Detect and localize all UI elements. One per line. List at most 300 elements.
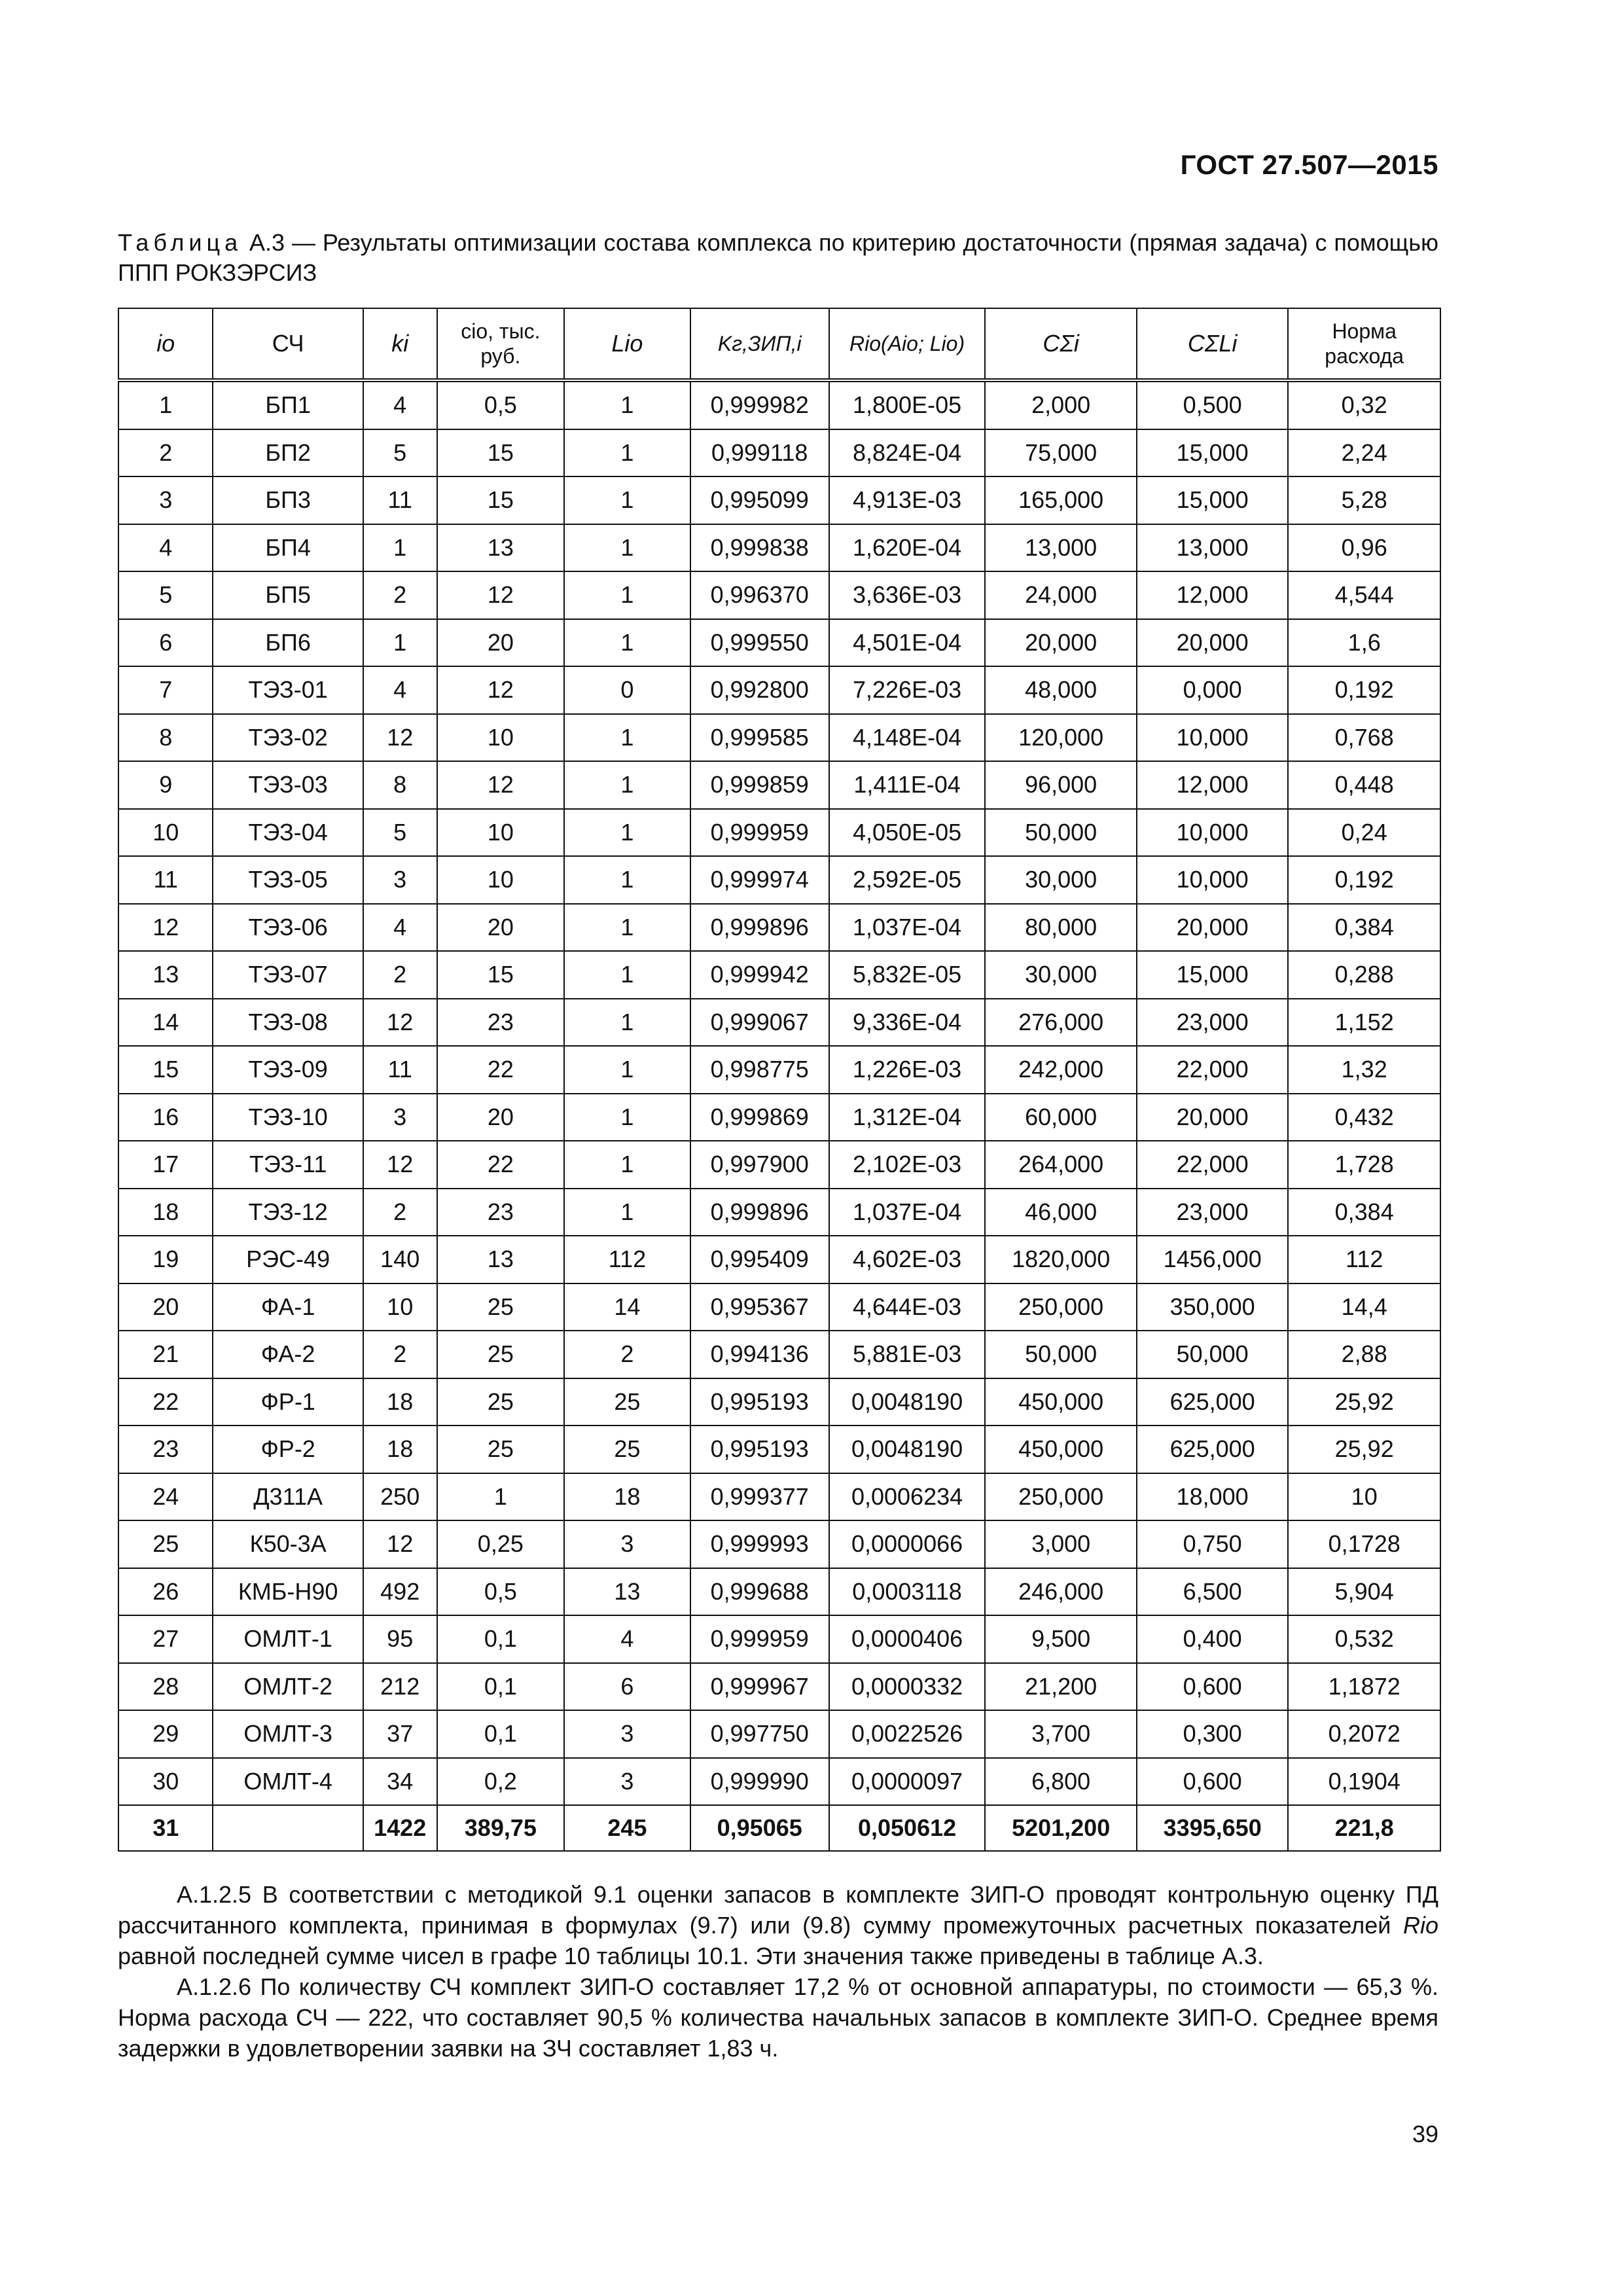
cell-ki: 12	[363, 714, 437, 762]
table-row	[118, 856, 1440, 904]
cell-csum: 9,500	[985, 1615, 1137, 1663]
cell-csum: 60,000	[985, 1094, 1137, 1141]
cell-csum: 1820,000	[985, 1236, 1137, 1283]
cell-csum: 24,000	[985, 571, 1137, 619]
document-id: ГОСТ 27.507—2015	[1180, 149, 1438, 180]
cell-sch: ТЭЗ-02	[213, 714, 363, 762]
cell-cio: 12	[437, 666, 565, 714]
cell-norm: 10	[1288, 1473, 1440, 1521]
table-row	[118, 1568, 1440, 1616]
cell-cio: 0,5	[437, 380, 565, 429]
cell-ki: 1	[363, 524, 437, 572]
cell-csum: 96,000	[985, 761, 1137, 809]
cell-csuml: 50,000	[1137, 1331, 1289, 1378]
cell-rio: 4,602E-03	[829, 1236, 986, 1283]
paragraph-a125-part2: равной последней сумме чисел в графе 10 таблицы 10.1. Эти значения также приведены в таблице А.3.	[118, 1943, 1264, 1969]
cell-rio: 3,636E-03	[829, 571, 986, 619]
cell-norm: 2,88	[1288, 1331, 1440, 1378]
cell-cio: 0,1	[437, 1663, 565, 1711]
cell-kg: 0,997900	[690, 1141, 829, 1189]
cell-lio: 3	[564, 1758, 690, 1806]
cell-norm: 0,288	[1288, 951, 1440, 999]
cell-ki: 12	[363, 999, 437, 1047]
cell-ki: 492	[363, 1568, 437, 1616]
cell-ki: 212	[363, 1663, 437, 1711]
table-row	[118, 1283, 1440, 1331]
cell-sch: БП3	[213, 476, 363, 524]
table-row	[118, 666, 1440, 714]
cell-lio: 1	[564, 380, 690, 429]
cell-lio: 1	[564, 999, 690, 1047]
total-cell-norm: 221,8	[1288, 1805, 1440, 1851]
cell-csum: 276,000	[985, 999, 1137, 1047]
cell-cio: 15	[437, 951, 565, 999]
cell-kg: 0,997750	[690, 1710, 829, 1758]
cell-ki: 10	[363, 1283, 437, 1331]
cell-cio: 23	[437, 1189, 565, 1236]
table-row	[118, 571, 1440, 619]
cell-ki: 95	[363, 1615, 437, 1663]
cell-cio: 22	[437, 1046, 565, 1094]
cell-rio: 1,620E-04	[829, 524, 986, 572]
cell-cio: 23	[437, 999, 565, 1047]
cell-norm: 1,6	[1288, 619, 1440, 667]
cell-lio: 1	[564, 809, 690, 857]
cell-norm: 0,96	[1288, 524, 1440, 572]
cell-lio: 14	[564, 1283, 690, 1331]
cell-norm: 4,544	[1288, 571, 1440, 619]
cell-io: 30	[118, 1758, 213, 1806]
header-cio: cio, тыс. руб.	[437, 308, 565, 380]
cell-kg: 0,999967	[690, 1663, 829, 1711]
cell-io: 15	[118, 1046, 213, 1094]
cell-lio: 1	[564, 714, 690, 762]
table-row	[118, 1236, 1440, 1283]
cell-lio: 1	[564, 619, 690, 667]
cell-rio: 0,0000406	[829, 1615, 986, 1663]
cell-kg: 0,999869	[690, 1094, 829, 1141]
cell-kg: 0,999688	[690, 1568, 829, 1616]
total-cell-ki: 1422	[363, 1805, 437, 1851]
cell-cio: 25	[437, 1331, 565, 1378]
cell-csum: 250,000	[985, 1473, 1137, 1521]
cell-norm: 1,1872	[1288, 1663, 1440, 1711]
cell-csuml: 12,000	[1137, 571, 1289, 619]
cell-sch: ОМЛТ-1	[213, 1615, 363, 1663]
cell-io: 16	[118, 1094, 213, 1141]
cell-csum: 6,800	[985, 1758, 1137, 1806]
table-row	[118, 1473, 1440, 1521]
cell-io: 14	[118, 999, 213, 1047]
symbol-Rio: Rio	[1402, 1912, 1438, 1939]
cell-lio: 25	[564, 1426, 690, 1473]
cell-ki: 3	[363, 1094, 437, 1141]
cell-norm: 1,152	[1288, 999, 1440, 1047]
cell-sch: ТЭЗ-11	[213, 1141, 363, 1189]
cell-cio: 10	[437, 856, 565, 904]
cell-rio: 1,312E-04	[829, 1094, 986, 1141]
cell-lio: 1	[564, 856, 690, 904]
table-row	[118, 809, 1440, 857]
cell-norm: 0,384	[1288, 1189, 1440, 1236]
cell-io: 26	[118, 1568, 213, 1616]
cell-norm: 1,728	[1288, 1141, 1440, 1189]
cell-rio: 0,0048190	[829, 1378, 986, 1426]
cell-sch: ФА-1	[213, 1283, 363, 1331]
table-row	[118, 1426, 1440, 1473]
cell-sch: ОМЛТ-3	[213, 1710, 363, 1758]
cell-norm: 0,2072	[1288, 1710, 1440, 1758]
cell-csuml: 18,000	[1137, 1473, 1289, 1521]
cell-lio: 1	[564, 476, 690, 524]
cell-csum: 75,000	[985, 429, 1137, 477]
table-row	[118, 1758, 1440, 1806]
cell-rio: 1,037E-04	[829, 1189, 986, 1236]
header-Kg: Kг,ЗИП,i	[690, 308, 829, 380]
cell-lio: 3	[564, 1710, 690, 1758]
table-row	[118, 1520, 1440, 1568]
cell-csuml: 15,000	[1137, 429, 1289, 477]
table-row	[118, 1663, 1440, 1711]
cell-csum: 48,000	[985, 666, 1137, 714]
cell-kg: 0,999982	[690, 380, 829, 429]
cell-cio: 20	[437, 904, 565, 952]
cell-cio: 0,5	[437, 1568, 565, 1616]
cell-sch: ТЭЗ-08	[213, 999, 363, 1047]
cell-ki: 2	[363, 1331, 437, 1378]
cell-csum: 50,000	[985, 809, 1137, 857]
cell-sch: ТЭЗ-07	[213, 951, 363, 999]
table-row	[118, 904, 1440, 952]
cell-ki: 2	[363, 1189, 437, 1236]
cell-cio: 13	[437, 524, 565, 572]
cell-lio: 1	[564, 1189, 690, 1236]
header-Lio: Lio	[564, 308, 690, 380]
cell-io: 22	[118, 1378, 213, 1426]
paragraph-a126: А.1.2.6 По количеству СЧ комплект ЗИП-О составляет 17,2 % от основной аппаратуры, по стоимости — 65,3 %. Норма расхода СЧ — 222, что составляет 90,5 % количества начальных запасов в комплекте ЗИП-О. Среднее время задержки в удовлетворении заявки на ЗЧ составляет 1,83 ч.	[118, 1973, 1438, 2062]
cell-ki: 5	[363, 429, 437, 477]
cell-rio: 5,832E-05	[829, 951, 986, 999]
cell-kg: 0,992800	[690, 666, 829, 714]
cell-norm: 0,1904	[1288, 1758, 1440, 1806]
paragraph-a125-part1: А.1.2.5 В соответствии с методикой 9.1 оценки запасов в комплекте ЗИП-О проводят контрольную оценку ПД рассчитанного комплекта, принимая в формулах (9.7) или (9.8) сумму промежуточных расчетных показателей	[118, 1881, 1438, 1939]
cell-norm: 0,32	[1288, 380, 1440, 429]
cell-kg: 0,998775	[690, 1046, 829, 1094]
cell-cio: 25	[437, 1378, 565, 1426]
cell-io: 25	[118, 1520, 213, 1568]
cell-norm: 14,4	[1288, 1283, 1440, 1331]
cell-rio: 4,501E-04	[829, 619, 986, 667]
cell-csum: 264,000	[985, 1141, 1137, 1189]
cell-csuml: 625,000	[1137, 1426, 1289, 1473]
cell-rio: 7,226E-03	[829, 666, 986, 714]
cell-sch: БП1	[213, 380, 363, 429]
cell-kg: 0,995367	[690, 1283, 829, 1331]
cell-io: 3	[118, 476, 213, 524]
cell-lio: 2	[564, 1331, 690, 1378]
cell-csum: 242,000	[985, 1046, 1137, 1094]
cell-csuml: 10,000	[1137, 714, 1289, 762]
cell-io: 27	[118, 1615, 213, 1663]
cell-csuml: 23,000	[1137, 999, 1289, 1047]
cell-sch: РЭС-49	[213, 1236, 363, 1283]
cell-io: 21	[118, 1331, 213, 1378]
cell-rio: 0,0022526	[829, 1710, 986, 1758]
cell-kg: 0,999990	[690, 1758, 829, 1806]
table-row	[118, 1615, 1440, 1663]
cell-rio: 0,0000332	[829, 1663, 986, 1711]
cell-ki: 3	[363, 856, 437, 904]
cell-norm: 112	[1288, 1236, 1440, 1283]
cell-rio: 2,102E-03	[829, 1141, 986, 1189]
total-cell-lio: 245	[564, 1805, 690, 1851]
cell-norm: 0,768	[1288, 714, 1440, 762]
cell-sch: ТЭЗ-04	[213, 809, 363, 857]
cell-cio: 20	[437, 1094, 565, 1141]
cell-csum: 3,000	[985, 1520, 1137, 1568]
cell-lio: 1	[564, 524, 690, 572]
cell-sch: К50-3А	[213, 1520, 363, 1568]
cell-lio: 0	[564, 666, 690, 714]
cell-rio: 2,592E-05	[829, 856, 986, 904]
table-row	[118, 1189, 1440, 1236]
cell-lio: 3	[564, 1520, 690, 1568]
cell-sch: ТЭЗ-05	[213, 856, 363, 904]
cell-ki: 4	[363, 380, 437, 429]
cell-rio: 8,824E-04	[829, 429, 986, 477]
cell-ki: 4	[363, 666, 437, 714]
cell-sch: БП6	[213, 619, 363, 667]
cell-kg: 0,999067	[690, 999, 829, 1047]
table-row	[118, 1331, 1440, 1378]
total-cell-io: 31	[118, 1805, 213, 1851]
cell-sch: ОМЛТ-2	[213, 1663, 363, 1711]
table-body	[118, 380, 1440, 1851]
cell-sch: ТЭЗ-09	[213, 1046, 363, 1094]
cell-norm: 0,24	[1288, 809, 1440, 857]
cell-kg: 0,999959	[690, 809, 829, 857]
cell-rio: 0,0048190	[829, 1426, 986, 1473]
cell-csuml: 0,750	[1137, 1520, 1289, 1568]
cell-cio: 10	[437, 809, 565, 857]
header-io: iо	[118, 308, 213, 380]
cell-sch: ТЭЗ-10	[213, 1094, 363, 1141]
cell-kg: 0,999974	[690, 856, 829, 904]
cell-io: 1	[118, 380, 213, 429]
header-ki: ki	[363, 308, 437, 380]
cell-lio: 25	[564, 1378, 690, 1426]
cell-kg: 0,999959	[690, 1615, 829, 1663]
header-Rio: Rio(Aio; Lio)	[829, 308, 986, 380]
cell-cio: 20	[437, 619, 565, 667]
cell-ki: 12	[363, 1141, 437, 1189]
cell-ki: 34	[363, 1758, 437, 1806]
cell-sch: ТЭЗ-03	[213, 761, 363, 809]
cell-csum: 80,000	[985, 904, 1137, 952]
cell-ki: 140	[363, 1236, 437, 1283]
cell-norm: 2,24	[1288, 429, 1440, 477]
table-total-row	[118, 1805, 1440, 1851]
cell-csum: 246,000	[985, 1568, 1137, 1616]
body-text	[118, 1879, 1438, 2064]
cell-ki: 5	[363, 809, 437, 857]
total-cell-sch	[213, 1805, 363, 1851]
cell-ki: 2	[363, 951, 437, 999]
cell-io: 6	[118, 619, 213, 667]
caption-label: Таблица	[118, 229, 243, 256]
cell-io: 23	[118, 1426, 213, 1473]
cell-csum: 46,000	[985, 1189, 1137, 1236]
cell-csuml: 12,000	[1137, 761, 1289, 809]
cell-io: 5	[118, 571, 213, 619]
cell-sch: ФР-1	[213, 1378, 363, 1426]
cell-csuml: 0,600	[1137, 1758, 1289, 1806]
cell-rio: 9,336E-04	[829, 999, 986, 1047]
cell-csuml: 20,000	[1137, 619, 1289, 667]
header-CsumL: CΣLi	[1137, 308, 1289, 380]
cell-csum: 13,000	[985, 524, 1137, 572]
cell-cio: 1	[437, 1473, 565, 1521]
cell-cio: 22	[437, 1141, 565, 1189]
cell-lio: 13	[564, 1568, 690, 1616]
cell-cio: 15	[437, 429, 565, 477]
cell-kg: 0,999550	[690, 619, 829, 667]
table-row	[118, 1378, 1440, 1426]
total-cell-csuml: 3395,650	[1137, 1805, 1289, 1851]
cell-io: 28	[118, 1663, 213, 1711]
cell-ki: 18	[363, 1426, 437, 1473]
cell-io: 29	[118, 1710, 213, 1758]
cell-io: 19	[118, 1236, 213, 1283]
cell-sch: БП5	[213, 571, 363, 619]
cell-ki: 4	[363, 904, 437, 952]
table-row	[118, 476, 1440, 524]
cell-rio: 5,881E-03	[829, 1331, 986, 1378]
cell-lio: 4	[564, 1615, 690, 1663]
cell-csuml: 15,000	[1137, 476, 1289, 524]
table-caption	[118, 228, 1438, 288]
cell-norm: 5,904	[1288, 1568, 1440, 1616]
cell-rio: 1,226E-03	[829, 1046, 986, 1094]
cell-kg: 0,999859	[690, 761, 829, 809]
cell-io: 10	[118, 809, 213, 857]
cell-sch: ТЭЗ-12	[213, 1189, 363, 1236]
cell-io: 18	[118, 1189, 213, 1236]
cell-csuml: 10,000	[1137, 856, 1289, 904]
cell-csum: 165,000	[985, 476, 1137, 524]
table-row	[118, 1046, 1440, 1094]
cell-io: 2	[118, 429, 213, 477]
cell-lio: 1	[564, 429, 690, 477]
cell-norm: 5,28	[1288, 476, 1440, 524]
cell-kg: 0,995099	[690, 476, 829, 524]
cell-kg: 0,995193	[690, 1426, 829, 1473]
cell-rio: 0,0000066	[829, 1520, 986, 1568]
cell-cio: 25	[437, 1426, 565, 1473]
cell-rio: 0,0003118	[829, 1568, 986, 1616]
total-cell-rio: 0,050612	[829, 1805, 986, 1851]
cell-ki: 8	[363, 761, 437, 809]
cell-csum: 21,200	[985, 1663, 1137, 1711]
cell-sch: ОМЛТ-4	[213, 1758, 363, 1806]
cell-sch: ТЭЗ-06	[213, 904, 363, 952]
cell-lio: 1	[564, 951, 690, 999]
cell-ki: 11	[363, 1046, 437, 1094]
table-row	[118, 1094, 1440, 1141]
header-norm: Норма расхода	[1288, 308, 1440, 380]
cell-lio: 112	[564, 1236, 690, 1283]
cell-rio: 4,148E-04	[829, 714, 986, 762]
table-row	[118, 761, 1440, 809]
cell-rio: 4,050E-05	[829, 809, 986, 857]
cell-kg: 0,994136	[690, 1331, 829, 1378]
cell-sch: ФА-2	[213, 1331, 363, 1378]
header-sch: СЧ	[213, 308, 363, 380]
page-number: 39	[1412, 2121, 1438, 2147]
cell-lio: 1	[564, 571, 690, 619]
cell-io: 4	[118, 524, 213, 572]
cell-sch: ФР-2	[213, 1426, 363, 1473]
cell-ki: 12	[363, 1520, 437, 1568]
cell-csum: 50,000	[985, 1331, 1137, 1378]
cell-lio: 1	[564, 1141, 690, 1189]
cell-io: 12	[118, 904, 213, 952]
table-row	[118, 380, 1440, 429]
cell-ki: 250	[363, 1473, 437, 1521]
cell-kg: 0,999942	[690, 951, 829, 999]
cell-norm: 0,532	[1288, 1615, 1440, 1663]
cell-norm: 0,448	[1288, 761, 1440, 809]
cell-kg: 0,999585	[690, 714, 829, 762]
cell-kg: 0,999896	[690, 904, 829, 952]
cell-norm: 0,192	[1288, 666, 1440, 714]
cell-cio: 0,2	[437, 1758, 565, 1806]
cell-lio: 1	[564, 761, 690, 809]
cell-csuml: 22,000	[1137, 1046, 1289, 1094]
cell-csum: 450,000	[985, 1426, 1137, 1473]
cell-kg: 0,996370	[690, 571, 829, 619]
table-row	[118, 429, 1440, 477]
cell-cio: 12	[437, 761, 565, 809]
cell-cio: 13	[437, 1236, 565, 1283]
cell-lio: 1	[564, 904, 690, 952]
cell-kg: 0,999993	[690, 1520, 829, 1568]
cell-csuml: 6,500	[1137, 1568, 1289, 1616]
cell-csuml: 0,300	[1137, 1710, 1289, 1758]
table-row	[118, 1141, 1440, 1189]
cell-kg: 0,995409	[690, 1236, 829, 1283]
cell-csum: 120,000	[985, 714, 1137, 762]
cell-rio: 0,0006234	[829, 1473, 986, 1521]
header-Csum: CΣi	[985, 308, 1137, 380]
cell-lio: 1	[564, 1094, 690, 1141]
cell-csuml: 20,000	[1137, 904, 1289, 952]
cell-csuml: 350,000	[1137, 1283, 1289, 1331]
cell-lio: 18	[564, 1473, 690, 1521]
cell-csum: 30,000	[985, 951, 1137, 999]
cell-csum: 2,000	[985, 380, 1137, 429]
table-row	[118, 951, 1440, 999]
cell-rio: 0,0000097	[829, 1758, 986, 1806]
table-header-row	[118, 308, 1440, 380]
cell-lio: 6	[564, 1663, 690, 1711]
cell-io: 24	[118, 1473, 213, 1521]
table-row	[118, 1710, 1440, 1758]
cell-csuml: 23,000	[1137, 1189, 1289, 1236]
cell-norm: 25,92	[1288, 1426, 1440, 1473]
cell-io: 17	[118, 1141, 213, 1189]
cell-ki: 11	[363, 476, 437, 524]
